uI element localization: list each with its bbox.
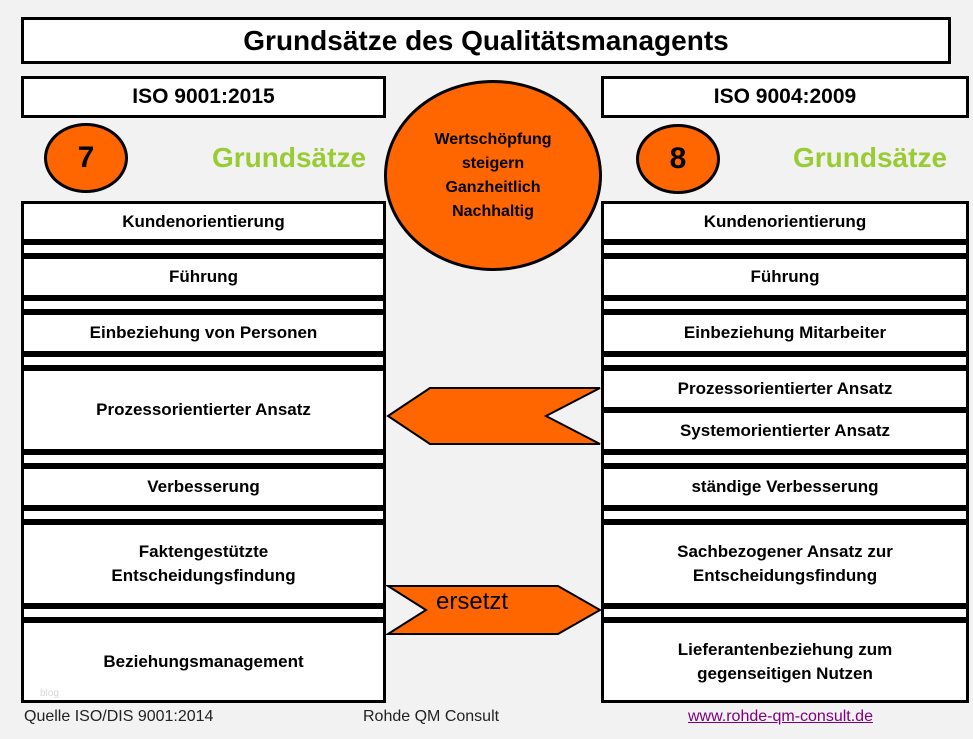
right-row-supplier-line-2: gegenseitigen Nutzen — [697, 663, 873, 683]
left-divider-strip — [21, 298, 386, 312]
right-divider-strip — [601, 508, 969, 522]
right-divider-strip — [601, 298, 969, 312]
right-count-circle: 8 — [636, 124, 720, 194]
right-principles-label: Grundsätze — [793, 142, 948, 173]
right-divider-strip — [601, 606, 969, 620]
right-row-system-approach: Systemorientierter Ansatz — [601, 410, 969, 452]
center-line-1: Wertschöpfung — [434, 130, 552, 148]
left-row-evidence-line-1: Faktengestützte — [138, 542, 269, 561]
left-divider-strip — [21, 606, 386, 620]
watermark-text: blog — [40, 688, 59, 699]
center-line-4: Nachhaltig — [452, 202, 534, 220]
replaces-label: ersetzt — [436, 588, 509, 615]
right-row-continual-improvement: ständige Verbesserung — [601, 466, 969, 508]
left-row-relationship-mgmt: Beziehungsmanagement — [21, 620, 386, 703]
right-row-factual-line-2: Entscheidungsfindung — [692, 566, 878, 585]
right-row-factual-approach — [601, 522, 969, 606]
merge-arrow-left — [386, 386, 602, 446]
center-line-2: steigern — [461, 154, 525, 172]
left-divider-strip — [21, 508, 386, 522]
left-row-process-approach: Prozessorientierter Ansatz — [21, 368, 386, 452]
left-row-engagement: Einbeziehung von Personen — [21, 312, 386, 354]
left-row-customer-focus: Kundenorientierung — [21, 201, 386, 242]
footer-website-link[interactable]: www.rohde-qm-consult.de — [688, 708, 873, 725]
footer-company: Rohde QM Consult — [363, 708, 500, 725]
right-divider-strip — [601, 354, 969, 368]
center-line-3: Ganzheitlich — [445, 178, 541, 196]
right-row-supplier-relationship — [601, 620, 969, 703]
left-count-circle: 7 — [44, 123, 128, 193]
right-row-customer-focus: Kundenorientierung — [601, 201, 969, 242]
right-divider-strip — [601, 242, 969, 256]
right-row-factual-line-1: Sachbezogener Ansatz zur — [677, 542, 893, 561]
left-divider-strip — [21, 242, 386, 256]
right-row-process-approach: Prozessorientierter Ansatz — [601, 368, 969, 410]
footer-source: Quelle ISO/DIS 9001:2014 — [24, 708, 214, 725]
right-row-involvement: Einbeziehung Mitarbeiter — [601, 312, 969, 354]
left-standard-header: ISO 9001:2015 — [21, 76, 386, 118]
right-row-supplier-line-1: Lieferantenbeziehung zum — [677, 639, 893, 659]
left-row-evidence-line-2: Entscheidungsfindung — [111, 566, 296, 585]
right-standard-header: ISO 9004:2009 — [601, 76, 969, 118]
left-divider-strip — [21, 354, 386, 368]
left-divider-strip — [21, 452, 386, 466]
center-circle — [384, 80, 602, 271]
left-row-leadership: Führung — [21, 256, 386, 298]
right-divider-strip — [601, 452, 969, 466]
left-row-evidence-based — [21, 522, 386, 606]
left-principles-label: Grundsätze — [212, 142, 367, 173]
left-row-improvement: Verbesserung — [21, 466, 386, 508]
page-title: Grundsätze des Qualitätsmanagents — [21, 17, 951, 64]
right-row-leadership: Führung — [601, 256, 969, 298]
